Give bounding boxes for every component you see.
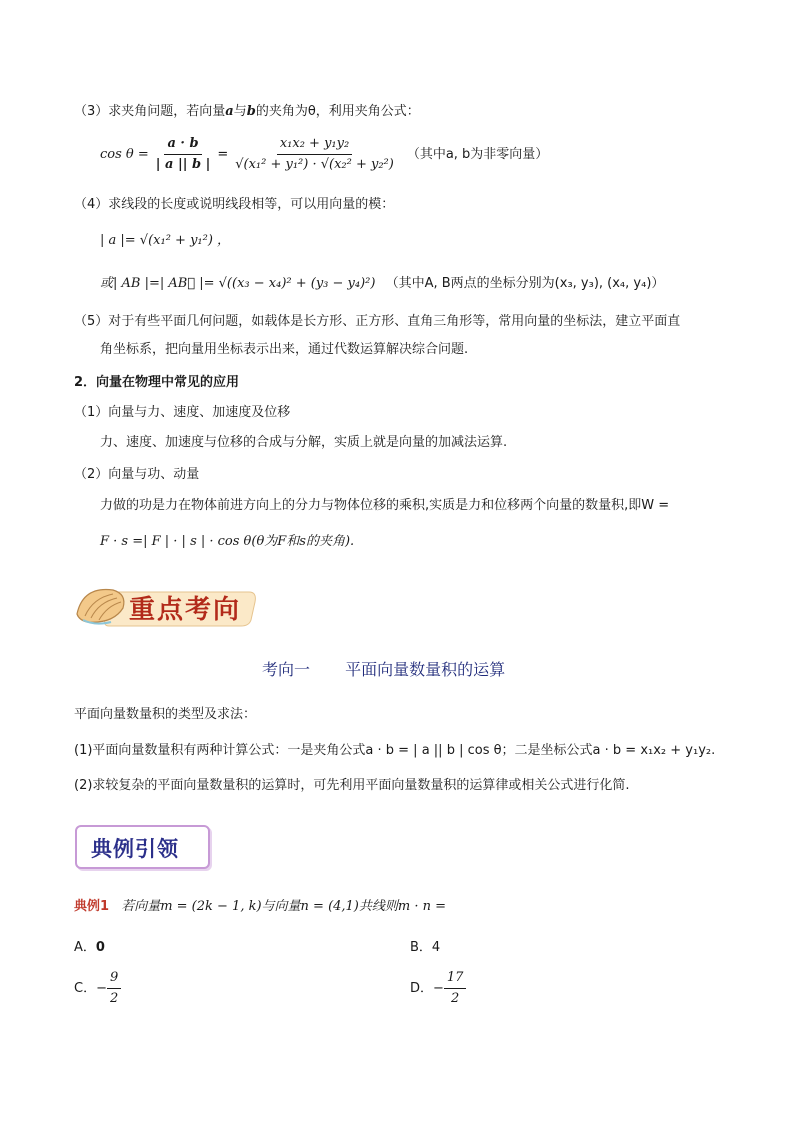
phys2-title: （2）向量与功、动量 — [74, 467, 200, 482]
distance-expr: 或| AB |=| AB⃗ |= √((x₃ − x₄)² + (y₃ − y₄)²) — [100, 276, 376, 291]
phys2-body2: F · s =| F | · | s | · cos θ(θ为F和s的夹角). — [100, 534, 355, 549]
item3-text: （3）求夹角问题，若向量 — [74, 104, 226, 119]
option-c-label: C．− — [74, 980, 107, 996]
item3-line — [74, 103, 420, 121]
option-d-label: D．− — [410, 980, 444, 996]
cos-formula — [100, 135, 548, 174]
option-a-label: A． — [74, 940, 96, 955]
example1-question: 若向量m = (2k − 1, k)与向量n = (4,1)共线则m · n = — [121, 899, 447, 914]
example1 — [74, 898, 446, 916]
frac1-numerator: a · b — [164, 135, 201, 155]
option-b[interactable] — [410, 939, 440, 957]
fraction-dot-product — [153, 135, 214, 174]
option-d-denominator: 2 — [451, 991, 460, 1006]
frac2-denominator: √(x₁² + y₁²) · √(x₂² + y₂²) — [235, 157, 394, 172]
fraction-coordinates — [232, 135, 397, 174]
example-box-text: 典例引领 — [91, 836, 179, 861]
frac2-numerator: x₁x₂ + y₁y₂ — [277, 135, 352, 155]
item5-line1: （5）对于有些平面几何问题，如载体是长方形、正方形、直角三角形等，常用向量的坐标法，建立平面直 — [74, 314, 681, 329]
item3-mid: 与 — [233, 104, 247, 119]
option-b-label: B． — [410, 940, 432, 955]
cos-lhs: cos θ = — [100, 146, 149, 162]
option-d[interactable] — [410, 969, 466, 1008]
item5-line2: 角坐标系，把向量用坐标表示出来，通过代数运算解决综合问题. — [100, 342, 469, 357]
banner-text: 重点考向 — [129, 595, 242, 625]
example-box — [75, 825, 210, 869]
distance-formula — [100, 275, 664, 293]
vector-b: b — [246, 104, 256, 119]
topic-title: 平面向量数量积的运算 — [345, 660, 506, 679]
rule1-text: (1)平面向量数量积有两种计算公式：一是夹角公式a · b = | a || b | cos θ；二是坐标公式a · b = x₁x₂ + y₁y₂. — [74, 743, 716, 758]
topic-label: 考向一 — [262, 660, 311, 679]
rule2-text: (2)求较复杂的平面向量数量积的运算时，可先利用平面向量数量积的运算律或相关公式进行化简. — [74, 778, 630, 793]
option-c-fraction — [107, 969, 121, 1008]
option-a-value: 0 — [95, 940, 105, 955]
key-topics-banner — [73, 580, 261, 630]
item4-text: （4）求线段的长度或说明线段相等，可以用向量的模： — [74, 197, 395, 212]
intro-text: 平面向量数量积的类型及求法： — [74, 707, 257, 722]
item3-tail: 的夹角为θ，利用夹角公式： — [255, 104, 420, 119]
equals-sign: = — [217, 146, 229, 162]
option-b-value: 4 — [431, 940, 441, 955]
phys1-title: （1）向量与力、速度、加速度及位移 — [74, 405, 291, 420]
option-c-numerator: 9 — [107, 969, 121, 989]
phys2-body1: 力做的功是力在物体前进方向上的分力与物体位移的乘积,实质是力和位移两个向量的数量积,即W = — [100, 498, 670, 513]
cos-note: （其中a, b为非零向量） — [406, 146, 549, 162]
modulus-formula: | a |= √(x₁² + y₁²) ， — [100, 233, 231, 248]
option-d-numerator: 17 — [444, 969, 467, 989]
example1-label: 典例1 — [74, 899, 110, 914]
phys1-body: 力、速度、加速度与位移的合成与分解，实质上就是向量的加减法运算. — [100, 435, 508, 450]
vector-a: a — [225, 104, 234, 119]
frac1-denominator: | a || b | — [155, 157, 211, 172]
option-c[interactable] — [74, 969, 121, 1008]
option-d-fraction — [444, 969, 467, 1008]
option-c-denominator: 2 — [109, 991, 119, 1006]
topic-heading — [262, 657, 505, 680]
distance-note: （其中A, B两点的坐标分别为(x₃, y₃), (x₄, y₄)） — [385, 276, 665, 291]
section2-title: 2．向量在物理中常见的应用 — [74, 375, 240, 390]
option-a[interactable] — [74, 939, 105, 957]
